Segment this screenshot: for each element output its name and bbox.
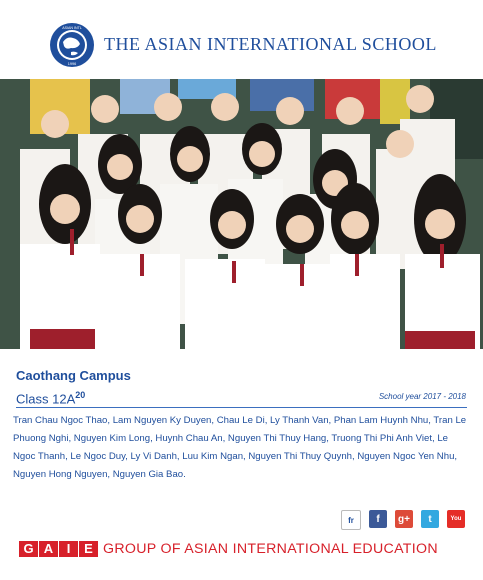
school-year: School year 2017 - 2018	[378, 392, 466, 401]
school-name: THE ASIAN INTERNATIONAL SCHOOL	[104, 34, 437, 54]
gaie-letter: G	[19, 541, 38, 557]
fr-icon[interactable]: fr	[341, 510, 361, 530]
footer-text: GROUP OF ASIAN INTERNATIONAL EDUCATION	[103, 541, 438, 557]
twitter-icon[interactable]: t	[421, 510, 439, 528]
class-superscript: 20	[75, 390, 86, 400]
gaie-letter: I	[59, 541, 78, 557]
gaie-letter: A	[39, 541, 58, 557]
class-label	[16, 390, 85, 406]
googleplus-icon[interactable]: g+	[395, 510, 413, 528]
facebook-icon[interactable]: f	[369, 510, 387, 528]
social-icons	[341, 510, 465, 530]
header	[0, 0, 483, 78]
footer	[19, 540, 438, 558]
student-names: Tran Chau Ngoc Thao, Lam Nguyen Ky Duyen, Chau Le Di, Ly Thanh Van, Phan Lam Huynh Nhu, Tran Le Phuong Nghi, Nguyen Kim Long, Huynh Chau An, Nguyen Thi Thuy Hang, Truong Thi Phi Anh Viet, Le Ngoc Thanh, Le Ngoc Duy, Ly Vi Danh, Luu Kim Ngan, Nguyen Thi Thuy Quynh, Nguyen Ngoc Yen Nhu, Nguyen Hong Nguyen, Nguyen Gia Bao.	[13, 415, 467, 480]
campus-title: Caothang Campus	[16, 368, 131, 383]
gaie-letter: E	[79, 541, 98, 557]
svg-text:ASIAN INTL: ASIAN INTL	[62, 26, 82, 30]
svg-text:1996: 1996	[67, 62, 77, 66]
gaie-logo	[19, 540, 99, 558]
school-seal-logo	[49, 22, 95, 68]
class-group-photo	[0, 79, 483, 349]
divider	[16, 407, 467, 408]
youtube-icon[interactable]: You	[447, 510, 465, 528]
class-name: Class 12A	[16, 391, 76, 407]
